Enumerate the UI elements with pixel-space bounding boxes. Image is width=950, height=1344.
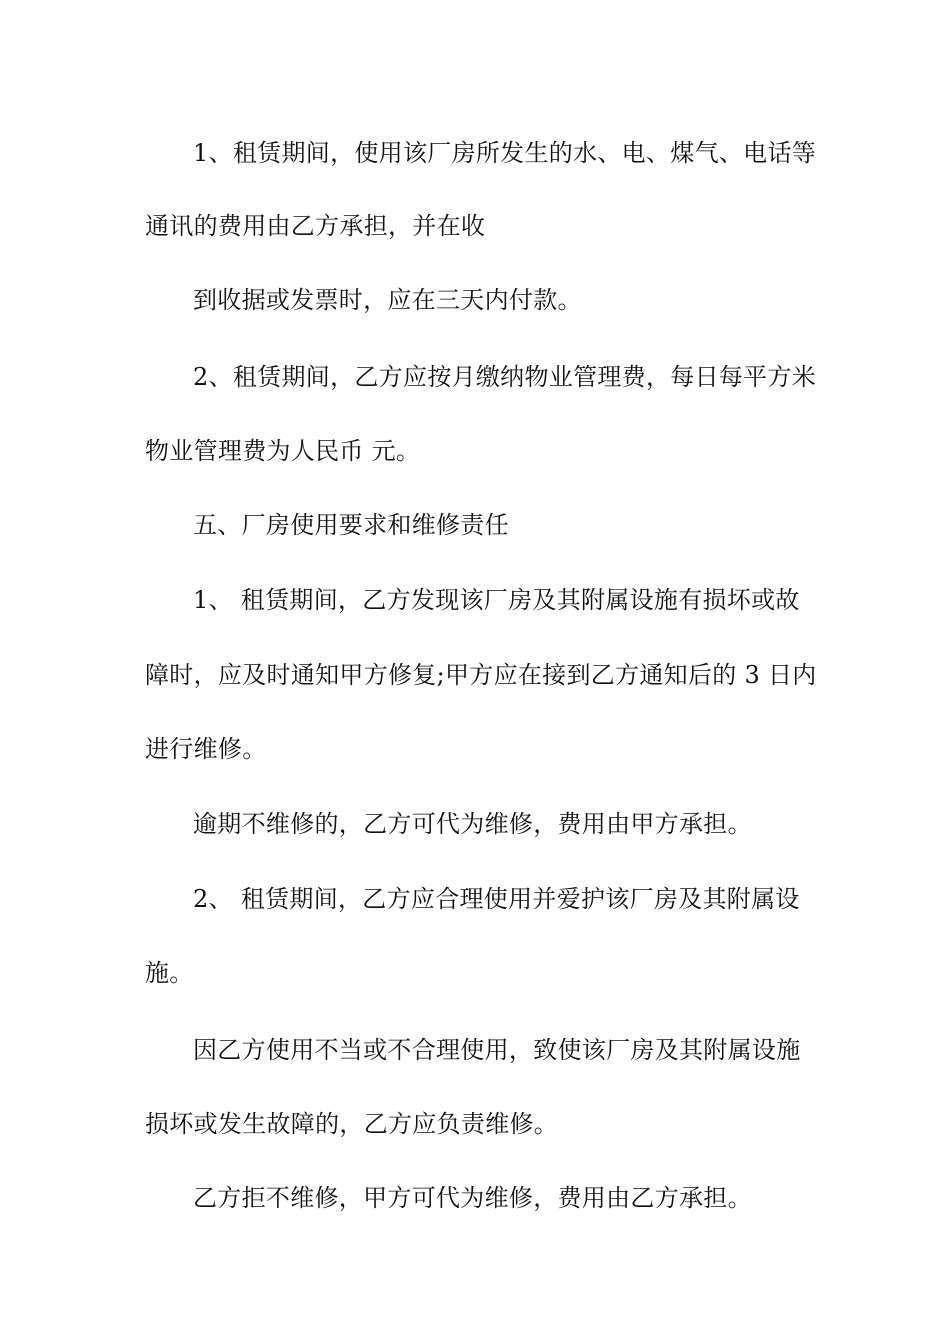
text-line: 施。 <box>145 959 194 987</box>
text-line: 1、 租赁期间，乙方发现该厂房及其附属设施有损坏或故 <box>193 586 800 614</box>
text-line: 障时，应及时通知甲方修复;甲方应在接到乙方通知后的 3 日内 <box>145 661 817 689</box>
text-line: 2、 租赁期间，乙方应合理使用并爱护该厂房及其附属设 <box>193 885 800 913</box>
text-line: 因乙方使用不当或不合理使用，致使该厂房及其附属设施 <box>193 1036 801 1064</box>
section-heading: 五、厂房使用要求和维修责任 <box>193 511 509 539</box>
text-line: 2、租赁期间，乙方应按月缴纳物业管理费，每日每平方米 <box>193 363 817 391</box>
text-line: 乙方拒不维修，甲方可代为维修，费用由乙方承担。 <box>193 1184 752 1212</box>
text-line: 进行维修。 <box>145 735 267 763</box>
text-line: 逾期不维修的，乙方可代为维修，费用由甲方承担。 <box>193 810 752 838</box>
text-line: 物业管理费为人民币 元。 <box>145 437 421 465</box>
text-line: 1、租赁期间，使用该厂房所发生的水、电、煤气、电话等 <box>193 139 817 167</box>
text-line: 通讯的费用由乙方承担，并在收 <box>145 212 486 240</box>
text-line: 损坏或发生故障的，乙方应负责维修。 <box>145 1110 559 1138</box>
text-line: 到收据或发票时，应在三天内付款。 <box>193 286 582 314</box>
